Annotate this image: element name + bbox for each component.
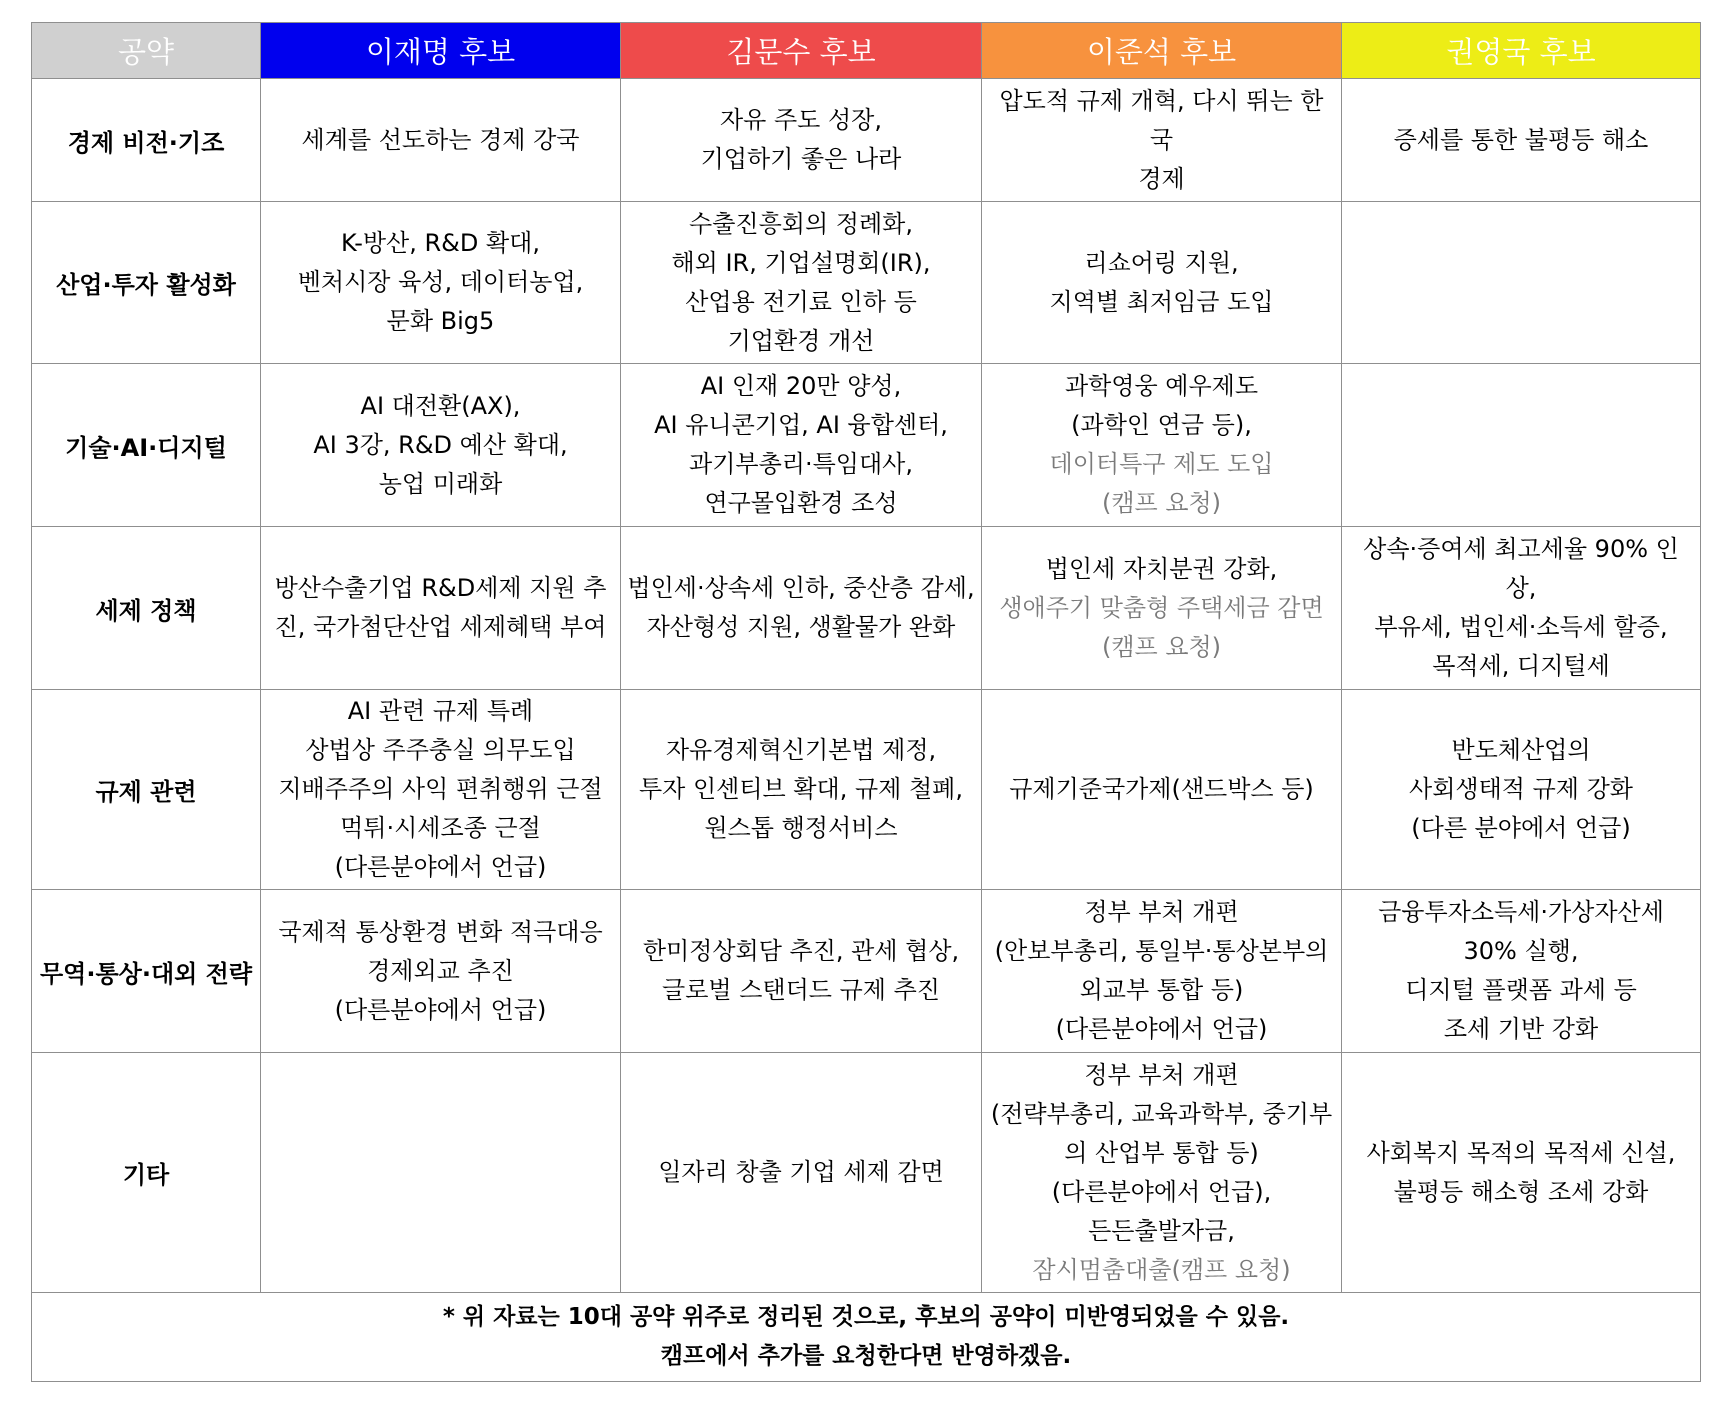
row-label: 산업·투자 활성화 (32, 202, 261, 364)
cell-c2 (621, 890, 982, 1053)
cell-line: AI 관련 규제 특례 (347, 697, 534, 725)
header-candidate-lee-junseok: 이준석 후보 (982, 23, 1342, 79)
header-pledge: 공약 (32, 23, 261, 79)
row-label: 기타 (32, 1053, 261, 1293)
cell-c3 (982, 79, 1342, 202)
footnote-row (32, 1293, 1701, 1382)
cell-c3 (982, 1053, 1342, 1293)
cell-line: 일자리 창출 기업 세제 감면 (658, 1158, 944, 1186)
cell-c3 (982, 364, 1342, 527)
cell-line: 법인세·상속세 인하, 중산층 감세, (627, 574, 975, 602)
cell-line: 정부 부처 개편 (1084, 1060, 1239, 1089)
cell-line: 증세를 통한 불평등 해소 (1393, 125, 1649, 154)
cell-line: 조세 기반 강화 (1443, 1015, 1599, 1043)
cell-line: (다른분야에서 언급), (1051, 1177, 1272, 1206)
row-label: 세제 정책 (32, 527, 261, 690)
cell-line: 한미정상회담 추진, 관세 협상, (642, 937, 960, 965)
cell-line: 30% 실행, (1463, 937, 1579, 965)
cell-c2 (621, 364, 982, 527)
header-candidate-kim-moonsoo: 김문수 후보 (621, 23, 982, 79)
cell-c3 (982, 690, 1342, 890)
cell-line-camp-request: 생애주기 맞춤형 주택세금 감면 (999, 593, 1324, 622)
header-row (32, 23, 1701, 79)
cell-c3 (982, 527, 1342, 690)
cell-line: 산업용 전기료 인하 등 (685, 287, 917, 316)
cell-line: 세계를 선도하는 경제 강국 (301, 125, 580, 154)
cell-line-camp-request: 잠시멈춤대출(캠프 요청) (1032, 1255, 1291, 1284)
cell-line: 진, 국가첨단산업 세제혜택 부여 (274, 613, 607, 641)
row-label: 기술·AI·디지털 (32, 364, 261, 527)
cell-line: AI 유니콘기업, AI 융합센터, (654, 411, 948, 439)
cell-c1 (261, 202, 621, 364)
cell-c1 (261, 690, 621, 890)
cell-line: 불평등 해소형 조세 강화 (1393, 1177, 1649, 1206)
cell-c4 (1342, 527, 1701, 690)
footnote-line: * 위 자료는 10대 공약 위주로 정리된 것으로, 후보의 공약이 미반영되었을 수 있음. (442, 1304, 1290, 1330)
cell-line-camp-request: 데이터특구 제도 도입 (1049, 450, 1274, 478)
cell-line: 방산수출기업 R&D세제 지원 추 (274, 574, 607, 602)
cell-c1 (261, 79, 621, 202)
cell-line: 먹튀·시세조종 근절 (340, 814, 541, 842)
cell-line: 반도체산업의 (1451, 736, 1591, 764)
cell-line: (과학인 연금 등), (1071, 411, 1252, 439)
cell-line: 지역별 최저임금 도입 (1049, 287, 1274, 316)
cell-line: 압도적 규제 개혁, 다시 뛰는 한국 (999, 86, 1324, 154)
cell-line: 경제외교 추진 (367, 956, 514, 985)
cell-c4 (1342, 79, 1701, 202)
footnote-line: 캠프에서 추가를 요청한다면 반영하겠음. (660, 1343, 1072, 1369)
cell-c4 (1342, 890, 1701, 1053)
cell-line: 해외 IR, 기업설명회(IR), (671, 248, 931, 277)
cell-c4 (1342, 690, 1701, 890)
cell-line-camp-request: (캠프 요청) (1101, 489, 1222, 517)
footnote (32, 1293, 1701, 1382)
cell-c4 (1342, 202, 1701, 364)
cell-line: 글로벌 스탠더드 규제 추진 (662, 976, 940, 1004)
cell-line: 정부 부처 개편 (1084, 898, 1239, 926)
cell-line: 의 산업부 통합 등) (1064, 1138, 1259, 1167)
cell-line: 기업하기 좋은 나라 (700, 145, 902, 173)
row-label: 무역·통상·대외 전략 (32, 890, 261, 1053)
table-row (32, 527, 1701, 690)
cell-line: 농업 미래화 (378, 469, 503, 498)
cell-c4 (1342, 364, 1701, 527)
row-label: 경제 비전·기조 (32, 79, 261, 202)
cell-line: (전략부총리, 교육과학부, 중기부 (990, 1099, 1333, 1128)
table-row (32, 690, 1701, 890)
cell-line-camp-request: (캠프 요청) (1101, 632, 1222, 661)
cell-c2 (621, 202, 982, 364)
cell-line: 리쇼어링 지원, (1084, 248, 1239, 277)
cell-line: 원스톱 행정서비스 (704, 814, 898, 842)
table-row (32, 202, 1701, 364)
cell-line: (안보부총리, 통일부·통상본부의 (994, 937, 1329, 965)
cell-c2 (621, 527, 982, 690)
cell-line: 법인세 자치분권 강화, (1045, 554, 1278, 583)
cell-c3 (982, 202, 1342, 364)
cell-line: (다른분야에서 언급) (1055, 1015, 1268, 1043)
row-label: 규제 관련 (32, 690, 261, 890)
cell-line: 사회복지 목적의 목적세 신설, (1366, 1138, 1676, 1167)
pledge-comparison-table (31, 22, 1701, 1382)
cell-line: 외교부 통합 등) (1079, 976, 1244, 1004)
cell-line: 디지털 플랫폼 과세 등 (1405, 976, 1637, 1004)
cell-line: 벤처시장 육성, 데이터농업, (297, 268, 584, 296)
cell-c2 (621, 690, 982, 890)
cell-line: 연구몰입환경 조성 (704, 489, 898, 517)
cell-line: 과학영웅 예우제도 (1064, 372, 1259, 400)
cell-line: K-방산, R&D 확대, (340, 229, 540, 257)
cell-line: 국제적 통상환경 변화 적극대응 (278, 917, 603, 946)
cell-c1 (261, 364, 621, 527)
cell-line: 사회생태적 규제 강화 (1409, 775, 1633, 803)
cell-line: AI 3강, R&D 예산 확대, (313, 430, 568, 459)
cell-line: AI 인재 20만 양성, (700, 372, 902, 400)
cell-line: 문화 Big5 (386, 307, 495, 335)
cell-line: 든든출발자금, (1088, 1216, 1235, 1245)
cell-line: 상법상 주주충실 의무도입 (305, 736, 576, 764)
cell-c1 (261, 1053, 621, 1293)
header-candidate-kwon-youngguk: 권영국 후보 (1342, 23, 1701, 79)
header-candidate-lee-jaemyung: 이재명 후보 (261, 23, 621, 79)
cell-c1 (261, 890, 621, 1053)
cell-c4 (1342, 1053, 1701, 1293)
cell-c1 (261, 527, 621, 690)
cell-line: 금융투자소득세·가상자산세 (1378, 898, 1664, 926)
cell-line: 과기부총리·특임대사, (689, 450, 913, 478)
cell-line: AI 대전환(AX), (360, 391, 521, 420)
cell-line: 자산형성 지원, 생활물가 완화 (646, 613, 956, 641)
cell-line: 자유경제혁신기본법 제정, (665, 736, 937, 764)
cell-line: (다른분야에서 언급) (334, 853, 547, 881)
cell-line: 자유 주도 성장, (720, 106, 882, 134)
cell-line: (다른 분야에서 언급) (1411, 814, 1631, 842)
cell-line: 목적세, 디지털세 (1432, 652, 1610, 680)
cell-line: 투자 인센티브 확대, 규제 철폐, (639, 775, 963, 803)
cell-line: 수출진흥회의 정례화, (689, 209, 913, 238)
table-row (32, 1053, 1701, 1293)
cell-c2 (621, 79, 982, 202)
cell-line: 부유세, 법인세·소득세 할증, (1374, 613, 1668, 641)
table-row (32, 79, 1701, 202)
cell-line: 경제 (1138, 164, 1185, 193)
cell-line: 규제기준국가제(샌드박스 등) (1009, 775, 1314, 803)
cell-c2 (621, 1053, 982, 1293)
cell-line: 지배주주의 사익 편취행위 근절 (278, 775, 603, 803)
table-row (32, 364, 1701, 527)
cell-line: (다른분야에서 언급) (334, 995, 547, 1024)
cell-c3 (982, 890, 1342, 1053)
cell-line: 기업환경 개선 (727, 326, 875, 355)
table-row (32, 890, 1701, 1053)
cell-line: 상속·증여세 최고세율 90% 인상, (1363, 535, 1679, 602)
